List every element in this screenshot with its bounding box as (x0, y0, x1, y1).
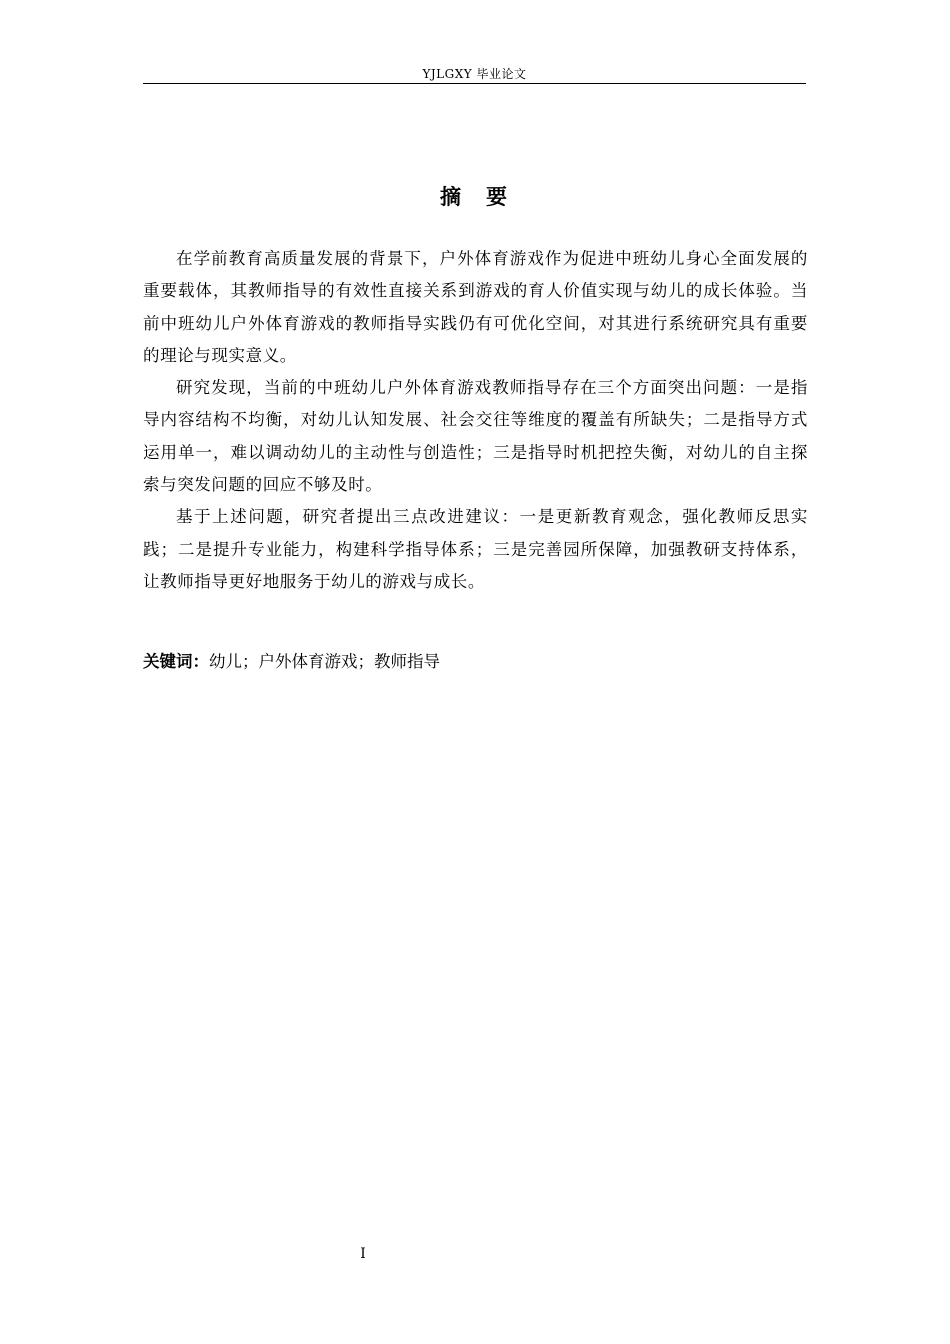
abstract-body (143, 243, 808, 598)
abstract-paragraph-3: 基于上述问题，研究者提出三点改进建议：一是更新教育观念，强化教师反思实践；二是提升专业能力，构建科学指导体系；三是完善园所保障，加强教研支持体系，让教师指导更好地服务于幼儿的游戏与成长。 (143, 507, 808, 591)
abstract-paragraph-2: 研究发现，当前的中班幼儿户外体育游戏教师指导存在三个方面突出问题：一是指导内容结构不均衡，对幼儿认知发展、社会交往等维度的覆盖有所缺失；二是指导方式运用单一，难以调动幼儿的主动性与创造性；三是指导时机把控失衡，对幼儿的自主探索与突发问题的回应不够及时。 (143, 378, 808, 495)
keywords-label: 关键词： (143, 652, 209, 671)
page-number: I (360, 1246, 366, 1262)
page-header: YJLGXY 毕业论文 (422, 67, 527, 81)
abstract-paragraph-1: 在学前教育高质量发展的背景下，户外体育游戏作为促进中班幼儿身心全面发展的重要载体，其教师指导的有效性直接关系到游戏的育人价值实现与幼儿的成长体验。当前中班幼儿户外体育游戏的教师指导实践仍有可优化空间，对其进行系统研究具有重要的理论与现实意义。 (143, 249, 808, 365)
header-divider (143, 83, 806, 84)
keywords-line (143, 648, 806, 676)
keywords-value: 幼儿；户外体育游戏；教师指导 (209, 652, 440, 671)
abstract-title: 摘 要 (440, 185, 509, 209)
